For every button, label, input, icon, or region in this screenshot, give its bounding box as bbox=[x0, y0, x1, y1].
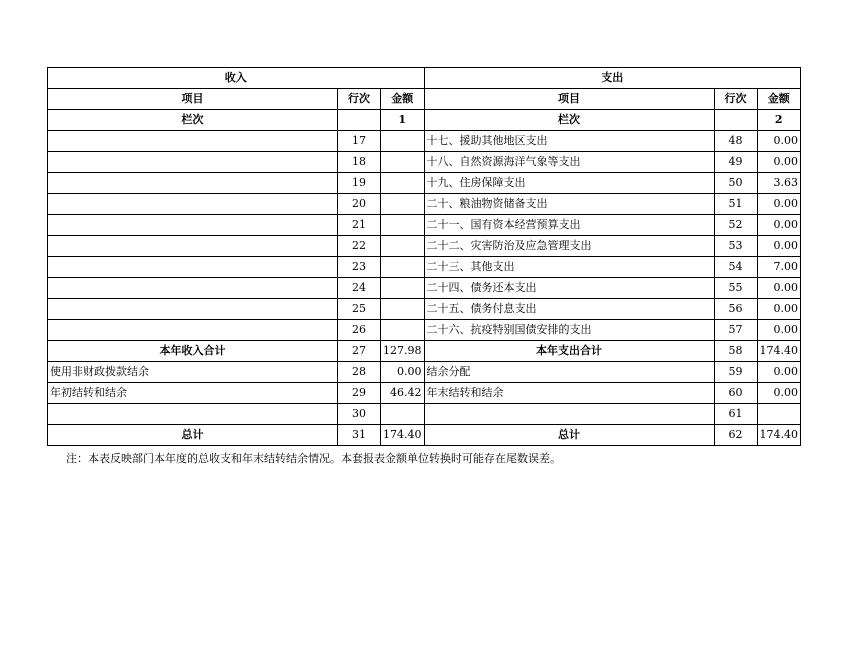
expense-item-header: 项目 bbox=[424, 89, 714, 110]
expense-amount: 0.00 bbox=[757, 299, 801, 320]
expense-item: 本年支出合计 bbox=[424, 341, 714, 362]
income-header: 收入 bbox=[48, 68, 425, 89]
expense-item: 二十、粮油物资储备支出 bbox=[424, 194, 714, 215]
income-item bbox=[48, 257, 338, 278]
table-row bbox=[48, 278, 801, 299]
expense-rowno-header: 行次 bbox=[714, 89, 757, 110]
income-item bbox=[48, 173, 338, 194]
table-row bbox=[48, 299, 801, 320]
expense-amount: 3.63 bbox=[757, 173, 801, 194]
table-row bbox=[48, 236, 801, 257]
income-amount bbox=[381, 404, 425, 425]
table-row bbox=[48, 152, 801, 173]
income-row-number: 28 bbox=[338, 362, 381, 383]
income-item bbox=[48, 194, 338, 215]
income-row-number: 21 bbox=[338, 215, 381, 236]
income-item bbox=[48, 278, 338, 299]
income-item bbox=[48, 215, 338, 236]
table-row bbox=[48, 320, 801, 341]
income-item bbox=[48, 320, 338, 341]
table-row bbox=[48, 194, 801, 215]
expense-item: 二十五、债务付息支出 bbox=[424, 299, 714, 320]
expense-row-number: 56 bbox=[714, 299, 757, 320]
expense-amount: 0.00 bbox=[757, 320, 801, 341]
expense-amount: 0.00 bbox=[757, 236, 801, 257]
expense-column-number: 2 bbox=[757, 110, 801, 131]
income-item bbox=[48, 299, 338, 320]
income-item-header: 项目 bbox=[48, 89, 338, 110]
income-amount bbox=[381, 278, 425, 299]
income-amount bbox=[381, 194, 425, 215]
table-row bbox=[48, 404, 801, 425]
income-item: 总计 bbox=[48, 425, 338, 446]
expense-row-number: 57 bbox=[714, 320, 757, 341]
expense-row-number: 49 bbox=[714, 152, 757, 173]
expense-amount: 0.00 bbox=[757, 278, 801, 299]
income-column-number: 1 bbox=[381, 110, 425, 131]
expense-row-number: 53 bbox=[714, 236, 757, 257]
income-amount: 0.00 bbox=[381, 362, 425, 383]
expense-row-number: 58 bbox=[714, 341, 757, 362]
expense-column-label: 栏次 bbox=[424, 110, 714, 131]
footnote: 注：本表反映部门本年度的总收支和年末结转结余情况。本套报表金额单位转换时可能存在尾数误差。 bbox=[66, 452, 561, 465]
expense-item: 二十二、灾害防治及应急管理支出 bbox=[424, 236, 714, 257]
income-amount bbox=[381, 299, 425, 320]
column-header-row bbox=[48, 89, 801, 110]
income-row-number: 27 bbox=[338, 341, 381, 362]
table-row bbox=[48, 362, 801, 383]
expense-amount: 0.00 bbox=[757, 362, 801, 383]
expense-row-number: 51 bbox=[714, 194, 757, 215]
expense-amount: 0.00 bbox=[757, 131, 801, 152]
expense-item: 总计 bbox=[424, 425, 714, 446]
income-row-number: 30 bbox=[338, 404, 381, 425]
income-amount bbox=[381, 215, 425, 236]
income-amount-header: 金额 bbox=[381, 89, 425, 110]
total-row bbox=[48, 425, 801, 446]
income-row-number: 25 bbox=[338, 299, 381, 320]
expense-amount: 174.40 bbox=[757, 425, 801, 446]
income-row-number: 19 bbox=[338, 173, 381, 194]
subtotal-row bbox=[48, 341, 801, 362]
expense-amount: 174.40 bbox=[757, 341, 801, 362]
expense-item: 十九、住房保障支出 bbox=[424, 173, 714, 194]
income-amount bbox=[381, 131, 425, 152]
table-row bbox=[48, 173, 801, 194]
expense-item: 十八、自然资源海洋气象等支出 bbox=[424, 152, 714, 173]
income-row-number: 20 bbox=[338, 194, 381, 215]
expense-row-number: 61 bbox=[714, 404, 757, 425]
expense-amount-header: 金额 bbox=[757, 89, 801, 110]
expense-amount: 0.00 bbox=[757, 383, 801, 404]
expense-amount: 0.00 bbox=[757, 215, 801, 236]
expense-item: 二十三、其他支出 bbox=[424, 257, 714, 278]
expense-row-number: 54 bbox=[714, 257, 757, 278]
income-row-number: 29 bbox=[338, 383, 381, 404]
income-expense-table bbox=[47, 67, 801, 446]
income-amount: 46.42 bbox=[381, 383, 425, 404]
expense-row-number: 55 bbox=[714, 278, 757, 299]
expense-item: 十七、援助其他地区支出 bbox=[424, 131, 714, 152]
table-row bbox=[48, 257, 801, 278]
expense-row-number: 59 bbox=[714, 362, 757, 383]
expense-amount: 0.00 bbox=[757, 194, 801, 215]
expense-item: 二十一、国有资本经营预算支出 bbox=[424, 215, 714, 236]
income-item bbox=[48, 404, 338, 425]
expense-item: 年末结转和结余 bbox=[424, 383, 714, 404]
income-item bbox=[48, 236, 338, 257]
income-row-number: 31 bbox=[338, 425, 381, 446]
income-row-number: 18 bbox=[338, 152, 381, 173]
expense-row-number: 48 bbox=[714, 131, 757, 152]
expense-amount: 0.00 bbox=[757, 152, 801, 173]
income-amount: 127.98 bbox=[381, 341, 425, 362]
income-item: 年初结转和结余 bbox=[48, 383, 338, 404]
expense-header: 支出 bbox=[424, 68, 801, 89]
income-amount bbox=[381, 320, 425, 341]
expense-row-number: 52 bbox=[714, 215, 757, 236]
income-amount bbox=[381, 173, 425, 194]
income-column-label: 栏次 bbox=[48, 110, 338, 131]
income-item: 使用非财政拨款结余 bbox=[48, 362, 338, 383]
income-item bbox=[48, 152, 338, 173]
expense-item: 结余分配 bbox=[424, 362, 714, 383]
income-amount bbox=[381, 236, 425, 257]
expense-row-number: 60 bbox=[714, 383, 757, 404]
expense-item: 二十六、抗疫特别国债安排的支出 bbox=[424, 320, 714, 341]
income-amount bbox=[381, 257, 425, 278]
income-item bbox=[48, 131, 338, 152]
column-label-row bbox=[48, 110, 801, 131]
section-header-row bbox=[48, 68, 801, 89]
income-row-number: 22 bbox=[338, 236, 381, 257]
income-rowno-header: 行次 bbox=[338, 89, 381, 110]
expense-amount: 7.00 bbox=[757, 257, 801, 278]
expense-item: 二十四、债务还本支出 bbox=[424, 278, 714, 299]
expense-row-number: 50 bbox=[714, 173, 757, 194]
table-row bbox=[48, 215, 801, 236]
income-row-number: 24 bbox=[338, 278, 381, 299]
expense-column-blank bbox=[714, 110, 757, 131]
table-row bbox=[48, 131, 801, 152]
income-column-blank bbox=[338, 110, 381, 131]
income-item: 本年收入合计 bbox=[48, 341, 338, 362]
expense-amount bbox=[757, 404, 801, 425]
income-row-number: 26 bbox=[338, 320, 381, 341]
expense-row-number: 62 bbox=[714, 425, 757, 446]
income-row-number: 17 bbox=[338, 131, 381, 152]
income-amount bbox=[381, 152, 425, 173]
table-row bbox=[48, 383, 801, 404]
income-row-number: 23 bbox=[338, 257, 381, 278]
income-amount: 174.40 bbox=[381, 425, 425, 446]
expense-item bbox=[424, 404, 714, 425]
